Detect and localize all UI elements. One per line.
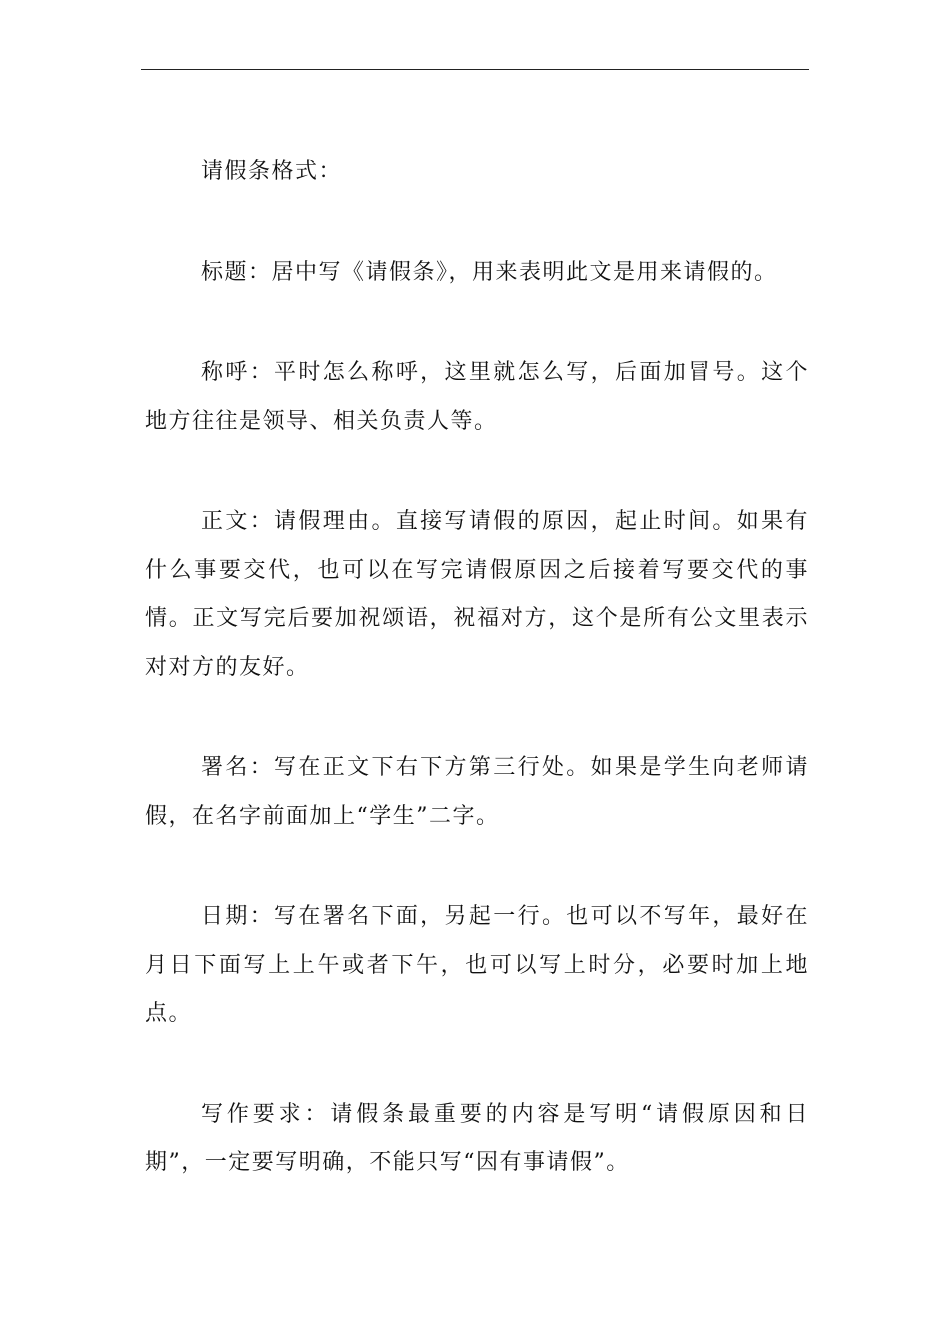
salutation-paragraph: 称呼：平时怎么称呼，这里就怎么写，后面加冒号。这个地方往往是领导、相关负责人等。 [145,360,809,434]
format-heading: 请假条格式： [201,159,343,184]
body-paragraph: 正文：请假理由。直接写请假的原因，起止时间。如果有什么事要交代，也可以在写完请假原因之后接着写要交代的事情。正文写完后要加祝颂语，祝福对方，这个是所有公文里表示对对方的友好。 [145,509,809,680]
header-rule [141,69,809,70]
requirements-paragraph: 写作要求：请假条最重要的内容是写明“请假原因和日期”，一定要写明确，不能只写“因有事请假”。 [145,1101,809,1175]
document-body [145,148,809,1240]
signature-paragraph: 署名：写在正文下右下方第三行处。如果是学生向老师请假，在名字前面加上“学生”二字。 [145,755,809,829]
title-paragraph: 标题：居中写《请假条》，用来表明此文是用来请假的。 [201,259,778,285]
date-paragraph: 日期：写在署名下面，另起一行。也可以不写年，最好在月日下面写上上午或者下午，也可以写上时分，必要时加上地点。 [145,904,809,1026]
